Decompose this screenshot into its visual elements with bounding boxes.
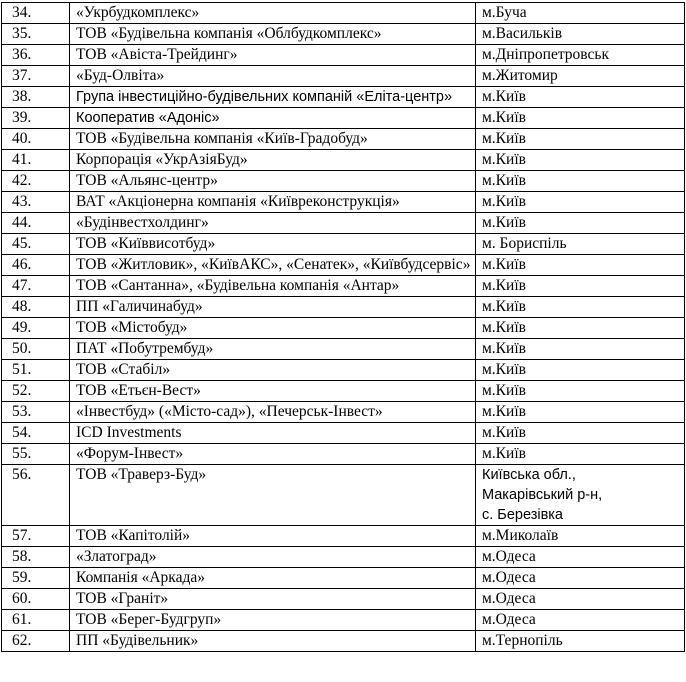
company-name: «Укрбудкомплекс» bbox=[70, 3, 476, 24]
company-name: Група інвестиційно-будівельних компаній «Еліта-центр» bbox=[70, 87, 476, 108]
row-number: 52. bbox=[2, 381, 70, 402]
company-city: м. Бориспіль bbox=[476, 234, 685, 255]
table-row bbox=[2, 213, 685, 234]
table-row bbox=[2, 171, 685, 192]
table-row bbox=[2, 129, 685, 150]
company-city: м.Київ bbox=[476, 423, 685, 444]
row-number: 56. bbox=[2, 465, 70, 526]
table-row bbox=[2, 589, 685, 610]
company-name: ТОВ «Стабіл» bbox=[70, 360, 476, 381]
company-name: «Буд-Олвіта» bbox=[70, 66, 476, 87]
row-number: 62. bbox=[2, 631, 70, 652]
company-city: м.Одеса bbox=[476, 568, 685, 589]
table-row bbox=[2, 297, 685, 318]
company-city: м.Одеса bbox=[476, 589, 685, 610]
company-city: м.Київ bbox=[476, 213, 685, 234]
companies-table bbox=[1, 2, 685, 652]
row-number: 42. bbox=[2, 171, 70, 192]
row-number: 38. bbox=[2, 87, 70, 108]
row-number: 35. bbox=[2, 24, 70, 45]
company-city: м.Одеса bbox=[476, 610, 685, 631]
company-name: ПП «Будівельник» bbox=[70, 631, 476, 652]
row-number: 45. bbox=[2, 234, 70, 255]
table-row bbox=[2, 568, 685, 589]
company-name: ТОВ «Будівельна компанія «Київ-Градобуд» bbox=[70, 129, 476, 150]
company-city: м.Київ bbox=[476, 318, 685, 339]
table-row bbox=[2, 108, 685, 129]
company-name: ПАТ «Побутрембуд» bbox=[70, 339, 476, 360]
company-city: м.Київ bbox=[476, 339, 685, 360]
table-row bbox=[2, 360, 685, 381]
company-name: Компанія «Аркада» bbox=[70, 568, 476, 589]
table-row bbox=[2, 339, 685, 360]
company-name: «Інвестбуд» («Місто-сад»), «Печерськ-Інвест» bbox=[70, 402, 476, 423]
city-line: Макарівський р-н, bbox=[482, 487, 603, 503]
row-number: 57. bbox=[2, 526, 70, 547]
row-number: 48. bbox=[2, 297, 70, 318]
table-row bbox=[2, 234, 685, 255]
company-city bbox=[476, 465, 685, 526]
table-row bbox=[2, 87, 685, 108]
company-name: Кооператив «Адоніс» bbox=[70, 108, 476, 129]
table-row bbox=[2, 402, 685, 423]
table-row bbox=[2, 255, 685, 276]
company-name: ТОВ «Житловик», «КиївАКС», «Сенатек», «Київбудсервіс» bbox=[70, 255, 476, 276]
company-name: ТОВ «Будівельна компанія «Облбудкомплекс» bbox=[70, 24, 476, 45]
company-city: м.Київ bbox=[476, 444, 685, 465]
table-row bbox=[2, 318, 685, 339]
company-city: м.Київ bbox=[476, 171, 685, 192]
table-row bbox=[2, 276, 685, 297]
company-city: м.Одеса bbox=[476, 547, 685, 568]
table-row bbox=[2, 192, 685, 213]
company-name: ICD Investments bbox=[70, 423, 476, 444]
company-name: ТОВ «Етьєн-Вест» bbox=[70, 381, 476, 402]
table-row bbox=[2, 610, 685, 631]
table-row bbox=[2, 423, 685, 444]
company-name: ТОВ «Київвисотбуд» bbox=[70, 234, 476, 255]
company-city: м.Київ bbox=[476, 360, 685, 381]
row-number: 58. bbox=[2, 547, 70, 568]
table-row bbox=[2, 526, 685, 547]
row-number: 55. bbox=[2, 444, 70, 465]
company-name: ВАТ «Акціонерна компанія «Київреконструкція» bbox=[70, 192, 476, 213]
company-name: ТОВ «Граніт» bbox=[70, 589, 476, 610]
company-city: м.Тернопіль bbox=[476, 631, 685, 652]
row-number: 51. bbox=[2, 360, 70, 381]
company-city: м.Київ bbox=[476, 255, 685, 276]
company-name: «Будінвестхолдинг» bbox=[70, 213, 476, 234]
row-number: 60. bbox=[2, 589, 70, 610]
company-city: м.Київ bbox=[476, 381, 685, 402]
table-row bbox=[2, 465, 685, 526]
company-name: ТОВ «Траверз-Буд» bbox=[70, 465, 476, 526]
company-city: м.Миколаїв bbox=[476, 526, 685, 547]
table-row bbox=[2, 3, 685, 24]
company-name: ТОВ «Сантанна», «Будівельна компанія «Антар» bbox=[70, 276, 476, 297]
company-city: м.Дніпропетровськ bbox=[476, 45, 685, 66]
table-row bbox=[2, 150, 685, 171]
company-name: ТОВ «Берег-Будгруп» bbox=[70, 610, 476, 631]
table-row bbox=[2, 381, 685, 402]
company-city: м.Київ bbox=[476, 402, 685, 423]
company-name: ТОВ «Альянс-центр» bbox=[70, 171, 476, 192]
table-row bbox=[2, 24, 685, 45]
company-name: Корпорація «УкрАзіяБуд» bbox=[70, 150, 476, 171]
company-city: м.Васильків bbox=[476, 24, 685, 45]
company-city: м.Київ bbox=[476, 108, 685, 129]
row-number: 46. bbox=[2, 255, 70, 276]
table-row bbox=[2, 45, 685, 66]
company-name: «Златоград» bbox=[70, 547, 476, 568]
company-city: м.Київ bbox=[476, 192, 685, 213]
table-row bbox=[2, 547, 685, 568]
table-row bbox=[2, 444, 685, 465]
row-number: 34. bbox=[2, 3, 70, 24]
row-number: 53. bbox=[2, 402, 70, 423]
company-city: м.Буча bbox=[476, 3, 685, 24]
city-line: Київська обл., bbox=[482, 467, 576, 483]
company-city: м.Київ bbox=[476, 276, 685, 297]
row-number: 43. bbox=[2, 192, 70, 213]
row-number: 59. bbox=[2, 568, 70, 589]
company-city: м.Київ bbox=[476, 87, 685, 108]
city-line: с. Березівка bbox=[482, 507, 563, 523]
row-number: 36. bbox=[2, 45, 70, 66]
company-name: «Форум-Інвест» bbox=[70, 444, 476, 465]
company-city: м.Житомир bbox=[476, 66, 685, 87]
row-number: 37. bbox=[2, 66, 70, 87]
row-number: 41. bbox=[2, 150, 70, 171]
table-row bbox=[2, 66, 685, 87]
row-number: 49. bbox=[2, 318, 70, 339]
company-name: ПП «Галичинабуд» bbox=[70, 297, 476, 318]
company-name: ТОВ «Капітолій» bbox=[70, 526, 476, 547]
row-number: 40. bbox=[2, 129, 70, 150]
company-name: ТОВ «Містобуд» bbox=[70, 318, 476, 339]
row-number: 44. bbox=[2, 213, 70, 234]
company-city: м.Київ bbox=[476, 150, 685, 171]
row-number: 47. bbox=[2, 276, 70, 297]
table-row bbox=[2, 631, 685, 652]
company-city: м.Київ bbox=[476, 297, 685, 318]
row-number: 50. bbox=[2, 339, 70, 360]
row-number: 54. bbox=[2, 423, 70, 444]
company-name: ТОВ «Авіста-Трейдинг» bbox=[70, 45, 476, 66]
row-number: 61. bbox=[2, 610, 70, 631]
company-city: м.Київ bbox=[476, 129, 685, 150]
row-number: 39. bbox=[2, 108, 70, 129]
